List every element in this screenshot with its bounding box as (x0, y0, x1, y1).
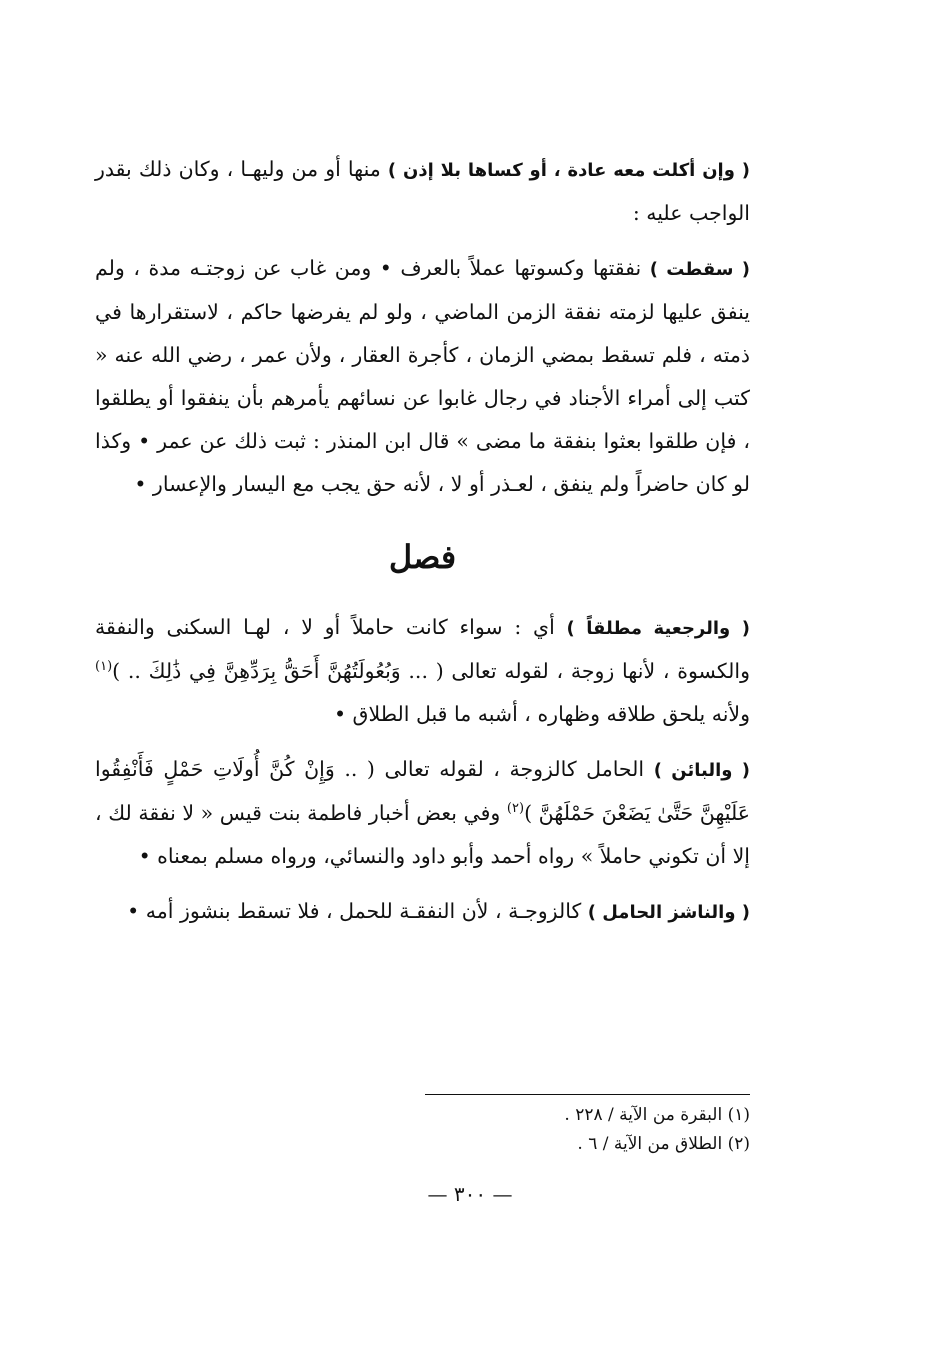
paragraph-text-continued: ولأنه يلحق طلاقه وظهاره ، أشبه ما قبل الطلاق • (333, 702, 750, 726)
paragraph-text: أي : سواء كانت حاملاً أو لا ، لهـا السكنى والنفقة والكسوة ، لأنها زوجة ، لقوله تعالى ( ... وَبُعُولَتُهُنَّ أَحَقُّ بِرَدِّهِنَّ فِي ذَٰلِكَ .. ) (95, 615, 750, 683)
paragraph (95, 247, 750, 506)
page-body (95, 148, 750, 946)
paragraph (95, 890, 750, 934)
paragraph (95, 748, 750, 878)
paragraph-text: كالزوجـة ، لأن النفقـة للحمل ، فلا تسقط بنشوز أمه • (127, 899, 588, 923)
paragraph (95, 606, 750, 736)
lemma-text: ( والبائن ) (653, 760, 750, 781)
footnote-reference: (٢) (506, 801, 525, 817)
page-number: — ٣٠٠ — (427, 1182, 513, 1206)
paragraph-text: الحامل كالزوجة ، لقوله تعالى ( .. وَإِنْ كُنَّ أُولَاتِ حَمْلٍ فَأَنْفِقُوا عَلَيْهِنَّ حَتَّىٰ يَضَعْنَ حَمْلَهُنَّ ) (95, 757, 750, 825)
footnote: (٢) الطلاق من الآية / ٦ . (577, 1134, 750, 1154)
section-heading: فصل (388, 538, 457, 576)
footnote-reference: (١) (95, 659, 113, 675)
paragraph-text: نفقتها وكسوتها عملاً بالعرف • ومن غاب عن زوجتـه مدة ، ولم ينفق عليها لزمته نفقة الزمن الماضي ، ولو لم يفرضها حاكم ، لاستقرارها في ذمته ، فلم تسقط بمضي الزمان ، كأجرة العقار ، ولأن عمر ، رضي الله عنه « كتب إلى أمراء الأجناد في رجال غابوا عن نسائهم يأمرهم بأن ينفقوا أو يطلقوا ، فإن طلقوا بعثوا بنفقة ما مضى » قال ابن المنذر : ثبت ذلك عن عمر • وكذا لو كان حاضراً ولم ينفق ، لعـذر أو لا ، لأنه حق يجب مع اليسار والإعسار • (95, 256, 750, 496)
lemma-text: ( وإن أكلت معه عادة ، أو كساها بلا إذن ) (387, 160, 751, 181)
lemma-text: ( والناشز الحامل ) (587, 902, 750, 923)
lemma-text: ( والرجعية مطلقاً ) (566, 618, 750, 639)
paragraph (95, 148, 750, 235)
footnote: (١) البقرة من الآية / ٢٢٨ . (564, 1105, 750, 1125)
paragraph-text-continued: وفي بعض أخبار فاطمة بنت قيس « لا نفقة لك ، إلا أن تكوني حاملاً » رواه أحمد وأبو داود والنسائي، ورواه مسلم بمعناه • (95, 801, 750, 868)
lemma-text: ( سقطت ) (649, 259, 750, 280)
paragraph-text: منها أو من وليهـا ، وكان ذلك بقدر الواجب عليه : (95, 157, 750, 225)
footnotes (425, 1094, 750, 1159)
